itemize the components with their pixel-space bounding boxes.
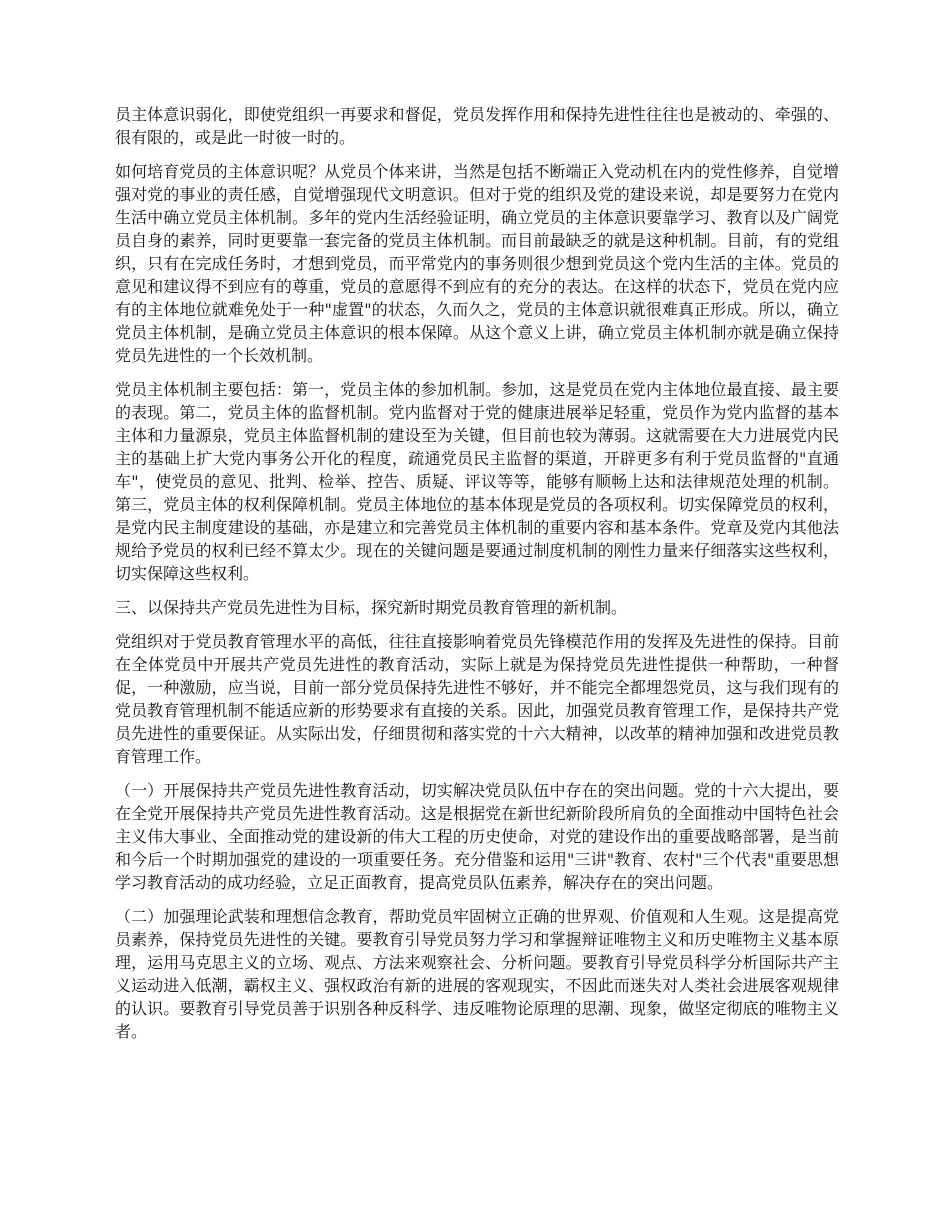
- paragraph: 党组织对于党员教育管理水平的高低，往往直接影响着党员先锋模范作用的发挥及先进性的保持。目前在全体党员中开展共产党员先进性的教育活动，实际上就是为保持党员先进性提供一种帮助，一种督促，一种激励，应当说，目前一部分党员保持先进性不够好，并不能完全都埋怨党员，这与我们现有的党员教育管理机制不能适应新的形势要求有直接的关系。因此，加强党员教育管理工作，是保持共产党员先进性的重要保证。从实际出发，仔细贯彻和落实党的十六大精神，以改革的精神加强和改进党员教育管理工作。: [115, 632, 839, 766]
- paragraph: 党员主体机制主要包括：第一，党员主体的参加机制。参加，这是党员在党内主体地位最直接、最主要的表现。第二，党员主体的监督机制。党内监督对于党的健康进展举足轻重，党员作为党内监督的基本主体和力量源泉，党员主体监督机制的建设至为关键，但目前也较为薄弱。这就需要在大力进展党内民主的基础上扩大党内事务公开化的程度，疏通党员民主监督的渠道，开辟更多有利于党员监督的"直通车"，使党员的意见、批判、检举、控告、质疑、评议等等，能够有顺畅上达和法律规范处理的机制。第三，党员主体的权利保障机制。党员主体地位的基本体现是党员的各项权利。切实保障党员的权利，是党内民主制度建设的基础，亦是建立和完善党员主体机制的重要内容和基本条件。党章及党内其他法规给予党员的权利已经不算太少。现在的关键问题是要通过制度机制的刚性力量来仔细落实这些权利，切实保障这些权利。: [115, 380, 839, 583]
- section-heading: 三、以保持共产党员先进性为目标，探究新时期党员教育管理的新机制。: [115, 598, 628, 617]
- paragraph: （二）加强理论武装和理想信念教育，帮助党员牢固树立正确的世界观、价值观和人生观。这是提高党员素养，保持党员先进性的关键。要教育引导党员努力学习和掌握辩证唯物主义和历史唯物主义基本原理，运用马克思主义的立场、观点、方法来观察社会、分析问题。要教育引导党员科学分析国际共产主义运动进入低潮，霸权主义、强权政治有新的进展的客观现实，不因此而迷失对人类社会进展客观规律的认识。要教育引导党员善于识别各种反科学、违反唯物论原理的思潮、现象，做坚定彻底的唯物主义者。: [115, 907, 839, 1041]
- paragraph: 员主体意识弱化，即使党组织一再要求和督促，党员发挥作用和保持先进性往往也是被动的、牵强的、很有限的，或是此一时彼一时的。: [115, 105, 839, 147]
- paragraph: （一）开展保持共产党员先进性教育活动，切实解决党员队伍中存在的突出问题。党的十六大提出，要在全党开展保持共产党员先进性教育活动。这是根据党在新世纪新阶段所肩负的全面推动中国特色社会主义伟大事业、全面推动党的建设新的伟大工程的历史使命，对党的建设作出的重要战略部署，是当前和今后一个时期加强党的建设的一项重要任务。充分借鉴和运用"三讲"教育、农村"三个代表"重要思想学习教育活动的成功经验，立足正面教育，提高党员队伍素养，解决存在的突出问题。: [115, 781, 839, 892]
- document-page: [115, 103, 839, 1054]
- paragraph: 如何培育党员的主体意识呢？从党员个体来讲，当然是包括不断端正入党动机在内的党性修养，自觉增强对党的事业的责任感，自觉增强现代文明意识。但对于党的组织及党的建设来说，却是要努力在党内生活中确立党员主体机制。多年的党内生活经验证明，确立党员的主体意识要靠学习、教育以及广阔党员自身的素养，同时更要靠一套完备的党员主体机制。而目前最缺乏的就是这种机制。目前，有的党组织，只有在完成任务时，才想到党员，而平常党内的事务则很少想到党员这个党内生活的主体。党员的意见和建议得不到应有的尊重，党员的意愿得不到应有的充分的表达。在这样的状态下，党员在党内应有的主体地位就难免处于一种"虚置"的状态，久而久之，党员的主体意识就很难真正形成。所以，确立党员主体机制，是确立党员主体意识的根本保障。从这个意义上讲，确立党员主体机制亦就是确立保持党员先进性的一个长效机制。: [115, 162, 839, 365]
